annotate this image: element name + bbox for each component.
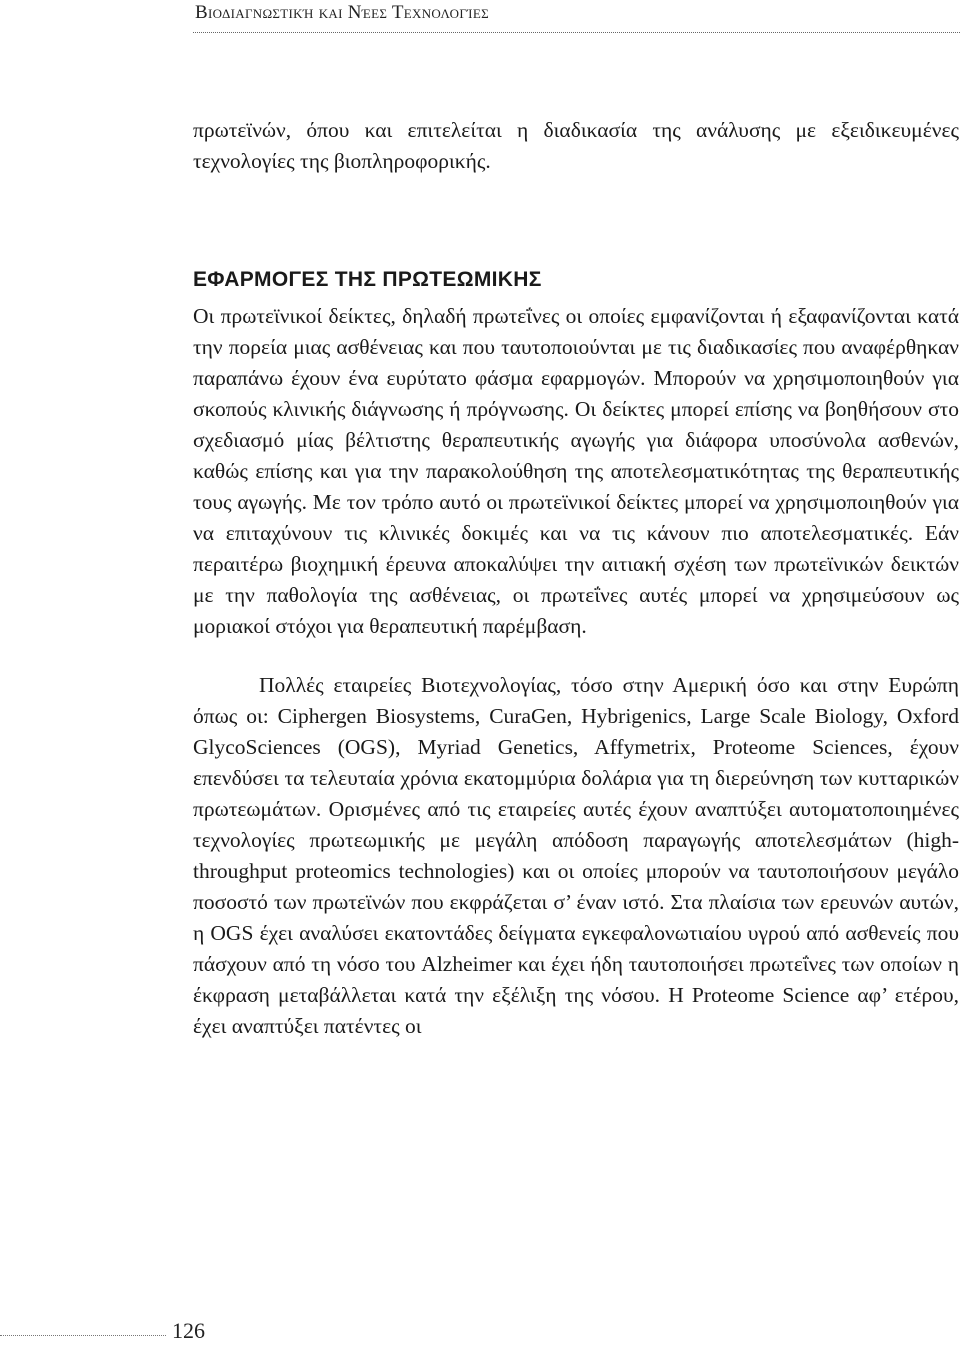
footer-rule xyxy=(0,1335,166,1336)
section-spacer xyxy=(193,177,959,264)
paragraph-companies: Πολλές εταιρείες Βιοτεχνολογίας, τόσο στην Αμερική όσο και στην Ευρώπη όπως οι: Ciphergen Biosystems, CuraGen, Hybrigenics, Large Scale Biology, Oxford GlycoSciences (OGS), Myriad Genetics, Affymetrix, Proteome Sciences, έχουν επενδύσει τα τελευταία χρόνια εκατομμύρια δολάρια για τη διερεύνηση των κυτταρικών πρωτεωμάτων. Ορισμένες από τις εταιρείες αυτές έχουν αναπτύξει αυτοματοποιημένες τεχνολογίες πρωτεωμικής με μεγάλη απόδοση παραγωγής αποτελεσμάτων (high-throughput proteomics technologies) και οι οποίες μπορούν να ταυτοποιήσουν μεγάλο ποσοστό των πρωτεϊνών που εκφράζεται σ’ έναν ιστό. Στα πλαίσια των ερευνών αυτών, η OGS έχει αναλύσει εκατοντάδες δείγματα εγκεφαλονωτιαίου υγρού από ασθενείς που πάσχουν από τη νόσο του Alzheimer και έχει ήδη ταυτοποιήσει πρωτεΐνες των οποίων η έκφραση μεταβάλλεται κατά την εξέλιξη της νόσου. Η Proteome Science αφ’ ετέρου, έχει αναπτύξει πατέντες οι xyxy=(193,673,959,1038)
page-number: 126 xyxy=(172,1318,205,1343)
paragraph-spacer xyxy=(193,642,959,670)
continuation-paragraph: πρωτεϊνών, όπου και επιτελείται η διαδικασία της ανάλυσης με εξειδικευμένες τεχνολογίες της βιοπληροφορικής. xyxy=(193,118,959,173)
section-heading: ΕΦΑΡΜΟΓΕΣ ΤΗΣ ΠΡΩΤΕΩΜΙΚΗΣ xyxy=(193,268,542,291)
header-rule xyxy=(193,32,960,33)
paragraph-applications: Οι πρωτεϊνικοί δείκτες, δηλαδή πρωτεΐνες οι οποίες εμφανίζονται ή εξαφανίζονται κατά την πορεία μιας ασθένειας και που ταυτοποιούνται με τις διαδικασίες που αναφέρθηκαν παραπάνω έχουν ένα ευρύτατο φάσμα εφαρμογών. Μπορούν να χρησιμοποιηθούν για σκοπούς κλινικής διάγνωσης ή πρόγνωσης. Οι δείκτες μπορεί επίσης να βοηθήσουν στο σχεδιασμό μίας βέλτιστης θεραπευτικής αγωγής για διάφορα υποσύνολα ασθενών, καθώς επίσης και για την παρακολούθηση της αποτελεσματικότητας της θεραπευτικής τους αγωγής. Με τον τρόπο αυτό οι πρωτεϊνικοί δείκτες μπορεί να χρησιμοποιηθούν για να επιταχύνουν τις κλινικές δοκιμές και να τις κάνουν πιο αποτελεσματικές. Εάν περαιτέρω βιοχημική έρευνα αποκαλύψει την αιτιακή σχέση των πρωτεϊνικών δεικτών με την παθολογία της ασθένειας, οι πρωτεΐνες αυτές μπορεί να χρησιμεύσουν ως μοριακοί στόχοι για θεραπευτική παρέμβαση. xyxy=(193,304,959,638)
running-header: Βιοδιαγνωστική και Νέες Τεχνολογίες xyxy=(195,2,489,23)
page-content xyxy=(193,115,959,1042)
